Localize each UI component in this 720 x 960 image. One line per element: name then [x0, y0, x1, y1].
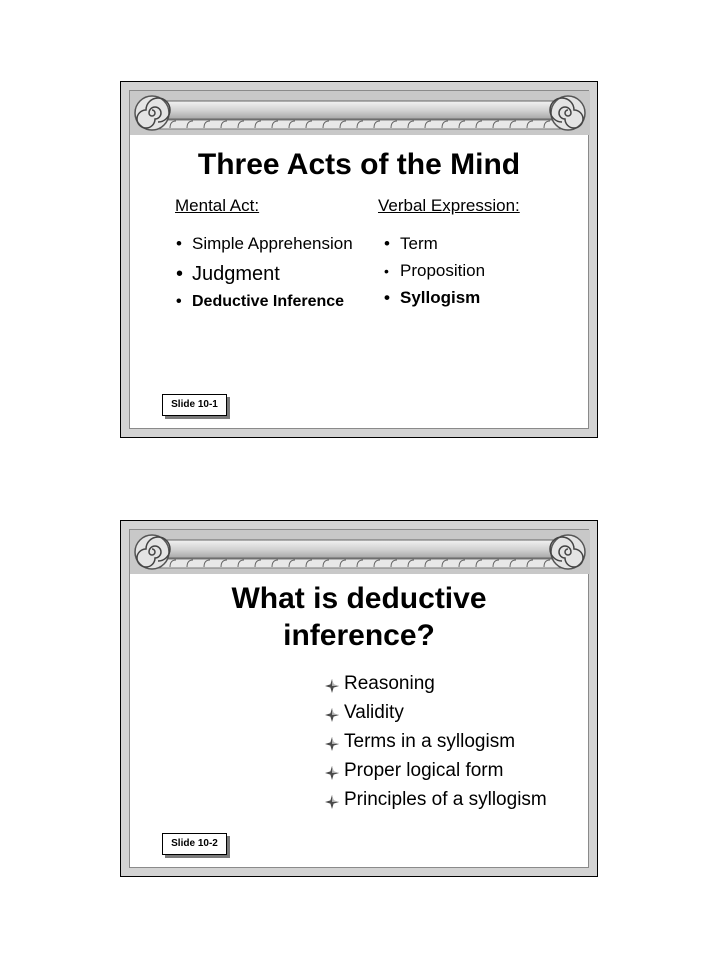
- list-item-label: Terms in a syllogism: [344, 731, 516, 752]
- ionic-column-capital-icon: [130, 91, 590, 135]
- list-item: [325, 730, 547, 759]
- four-point-star-icon: [325, 708, 339, 722]
- slide-2-title-line-2: inference?: [283, 619, 435, 652]
- verbal-expressions-list: [382, 234, 485, 315]
- slide-2-content: [129, 529, 589, 868]
- list-item: [325, 701, 547, 730]
- four-point-star-icon: [325, 795, 339, 809]
- slide-1: [120, 81, 598, 438]
- four-point-star-icon: [325, 766, 339, 780]
- slide-2-title-line-1: What is deductive: [231, 582, 487, 615]
- ionic-column-capital-icon: [130, 530, 590, 574]
- slide-2: [120, 520, 598, 877]
- verbal-expression-heading: Verbal Expression:: [378, 196, 520, 215]
- mental-acts-list: [174, 234, 353, 318]
- list-item: • Judgment: [174, 263, 353, 292]
- list-item-label: Validity: [344, 702, 404, 723]
- list-item: • Proposition: [382, 261, 485, 288]
- four-point-star-icon: [325, 737, 339, 751]
- mental-act-heading: Mental Act:: [175, 196, 260, 215]
- slide-number-badge: Slide 10-1: [162, 394, 227, 416]
- list-item-label: Reasoning: [344, 673, 435, 694]
- slide-number-badge: Slide 10-2: [162, 833, 227, 855]
- list-item: [325, 788, 547, 817]
- slide-2-title: [130, 580, 588, 654]
- list-item: [325, 759, 547, 788]
- list-item: • Syllogism: [382, 288, 485, 315]
- deductive-inference-topics: [325, 672, 547, 817]
- list-item: • Simple Apprehension: [174, 234, 353, 263]
- slide-1-title: Three Acts of the Mind: [197, 148, 521, 181]
- list-item: • Deductive Inference: [174, 292, 353, 318]
- list-item-label: Proper logical form: [344, 760, 504, 781]
- list-item: • Term: [382, 234, 485, 261]
- list-item-label: Principles of a syllogism: [344, 789, 547, 810]
- slide-1-content: [129, 90, 589, 429]
- list-item: [325, 672, 547, 701]
- four-point-star-icon: [325, 679, 339, 693]
